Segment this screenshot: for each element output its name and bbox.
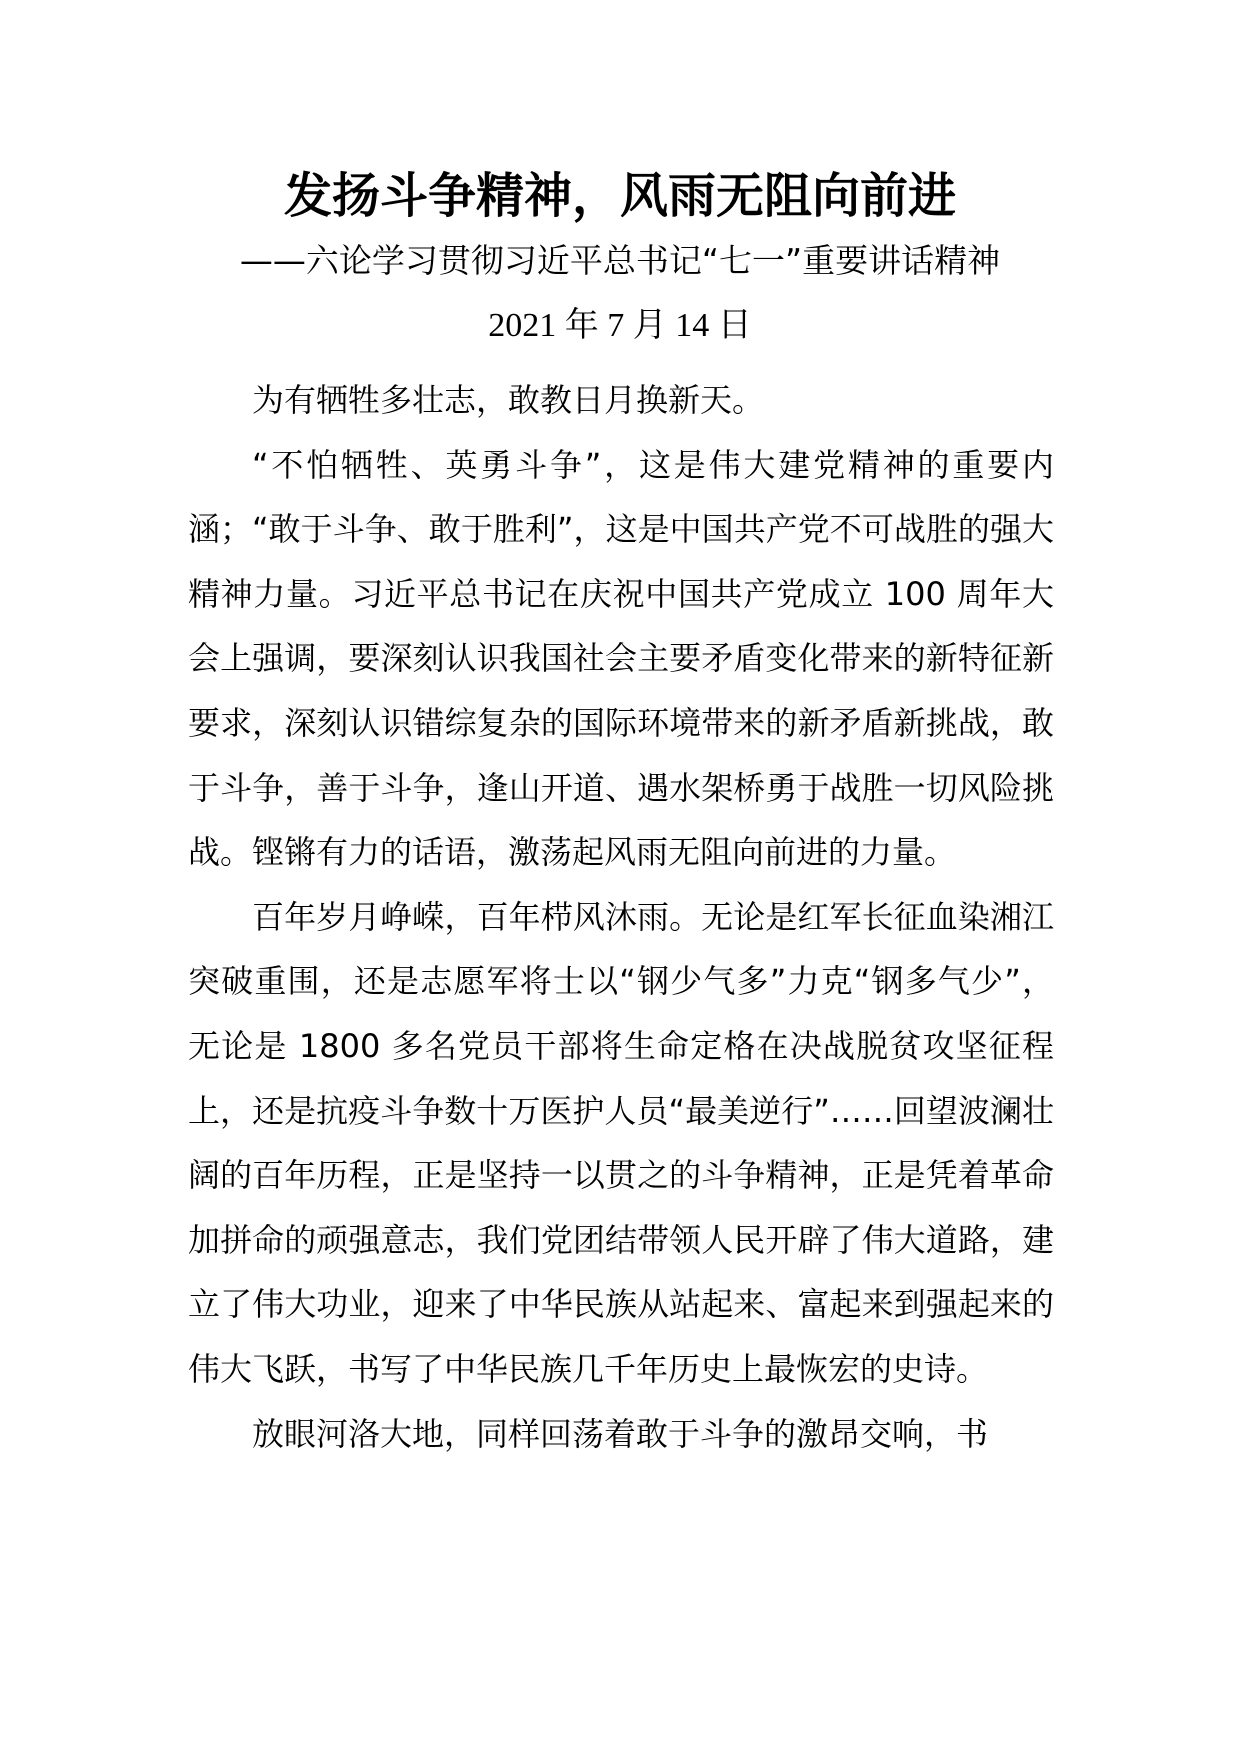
paragraph-3: 百年岁月峥嵘，百年栉风沐雨。无论是红军长征血染湘江突破重围，还是志愿军将士以“钢少气多”力克“钢多气少”，无论是 1800 多名党员干部将生命定格在决战脱贫攻坚征程上，还是抗疫斗争数十万医护人员“最美逆行”……回望波澜壮阔的百年历程，正是坚持一以贯之的斗争精神，正是凭着革命加拼命的顽强意志，我们党团结带领人民开辟了伟大道路，建立了伟大功业，迎来了中华民族从站起来、富起来到强起来的伟大飞跃，书写了中华民族几千年历史上最恢宏的史诗。 — [188, 897, 1054, 1388]
document-title: 发扬斗争精神，风雨无阻向前进 — [283, 168, 956, 224]
paragraph-4: 放眼河洛大地，同样回荡着敢于斗争的激昂交响，书 — [252, 1414, 989, 1453]
paragraph-1: 为有牺牲多壮志，敢教日月换新天。 — [252, 381, 765, 419]
document-date: 2021 年 7 月 14 日 — [488, 307, 752, 344]
paragraph-2: “不怕牺牲、英勇斗争”，这是伟大建党精神的重要内涵；“敢于斗争、敢于胜利”，这是中国共产党不可战胜的强大精神力量。习近平总书记在庆祝中国共产党成立 100 周年大会上强调，要深刻认识我国社会主要矛盾变化带来的新特征新要求，深刻认识错综复杂的国际环境带来的新矛盾新挑战，敢于斗争，善于斗争，逢山开道、遇水架桥勇于战胜一切风险挑战。铿锵有力的话语，激荡起风雨无阻向前进的力量。 — [188, 445, 1054, 872]
document-subtitle: ——六论学习贯彻习近平总书记“七一”重要讲话精神 — [239, 241, 1001, 280]
document-body — [188, 368, 1054, 1466]
